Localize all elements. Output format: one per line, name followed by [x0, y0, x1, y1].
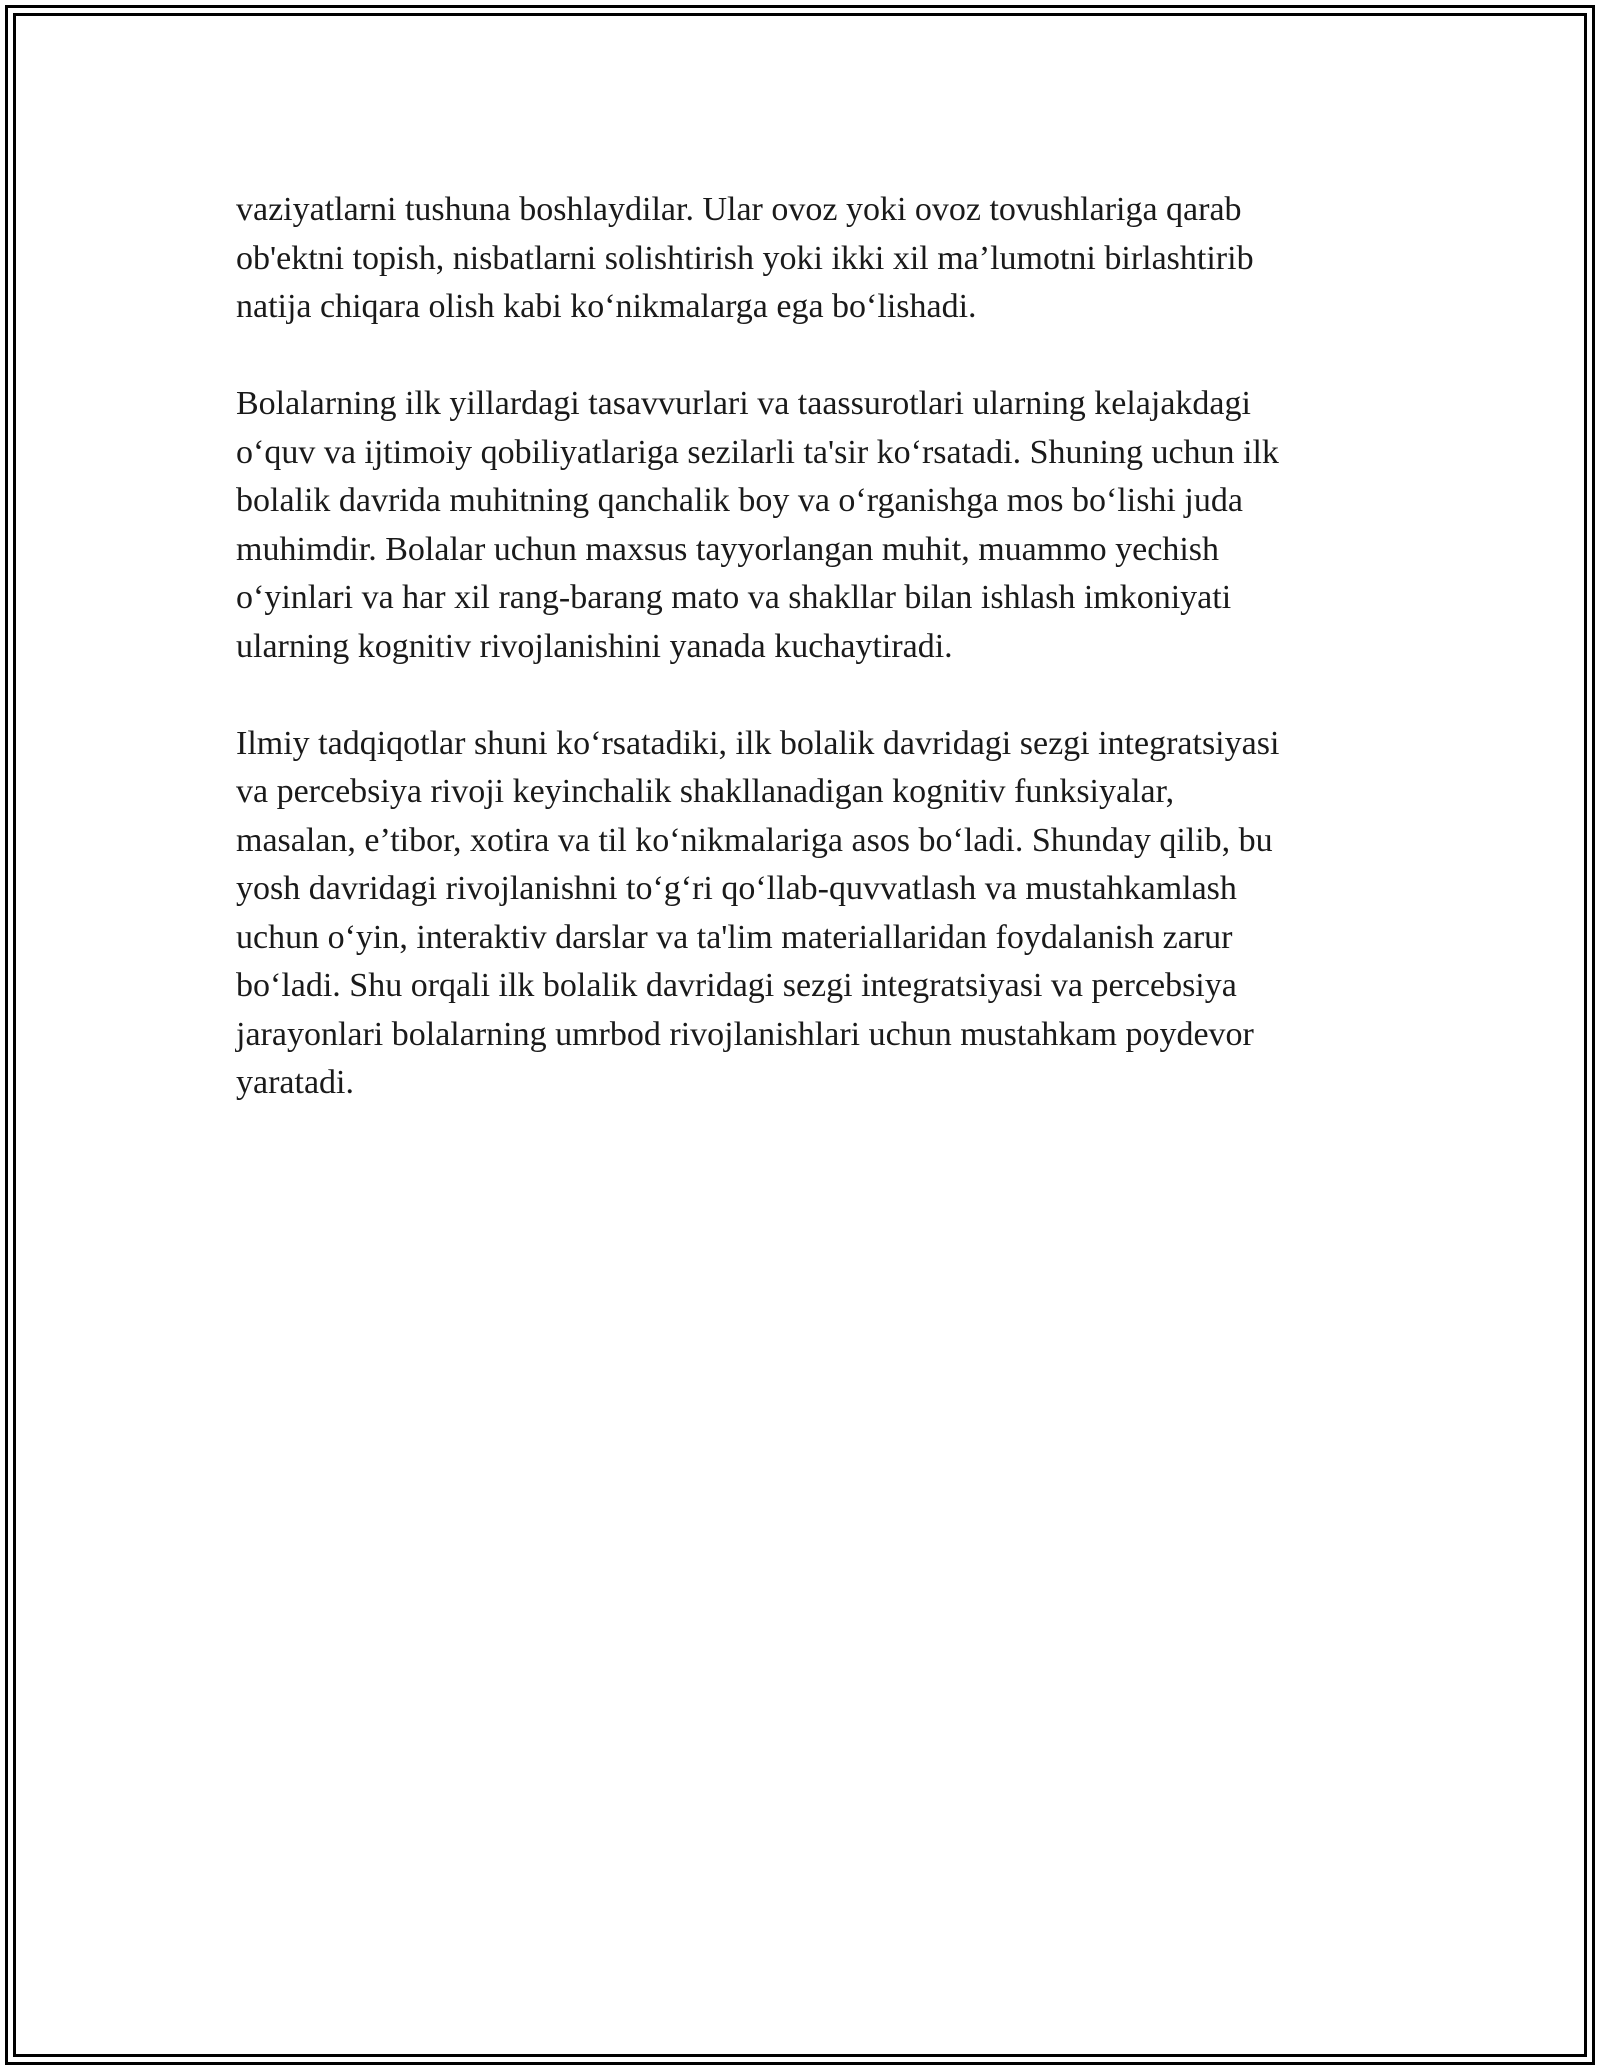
paragraph-2: Bolalarning ilk yillardagi tasavvurlari va taassurotlari ularning kelajakdagi o‘quv va ijtimoiy qobiliyatlariga sezilarli ta'sir ko‘rsatadi. Shuning uchun ilk bolalik davrida muhitning qanchalik boy va o‘rganishga mos bo‘lishi juda muhimdir. Bolalar uchun maxsus tayyorlangan muhit, muammo yechish o‘yinlari va har xil rang-barang mato va shakllar bilan ishlash imkoniyati ularning kognitiv rivojlanishini yanada kuchaytiradi. — [236, 385, 1279, 665]
paragraph-1: vaziyatlarni tushuna boshlaydilar. Ular ovoz yoki ovoz tovushlariga qarab ob'ektni topish, nisbatlarni solishtirish yoki ikki xil ma’lumotni birlashtirib natija chiqara olish kabi ko‘nikmalarga ega bo‘lishadi. — [236, 191, 1254, 325]
paragraph-3: Ilmiy tadqiqotlar shuni ko‘rsatadiki, ilk bolalik davridagi sezgi integratsiyasi va percebsiya rivoji keyinchalik shakllanadigan kognitiv funksiyalar, masalan, e’tibor, xotira va til ko‘nikmalariga asos bo‘ladi. Shunday qilib, bu yosh davridagi rivojlanishni to‘g‘ri qo‘llab-quvvatlash va mustahkamlash uchun o‘yin, interaktiv darslar va ta'lim materiallaridan foydalanish zarur bo‘ladi. Shu orqali ilk bolalik davridagi sezgi integratsiyasi va percebsiya jarayonlari bolalarning umrbod rivojlanishlari uchun mustahkam poydevor yaratadi. — [236, 724, 1280, 1101]
document-body — [236, 186, 1416, 1156]
